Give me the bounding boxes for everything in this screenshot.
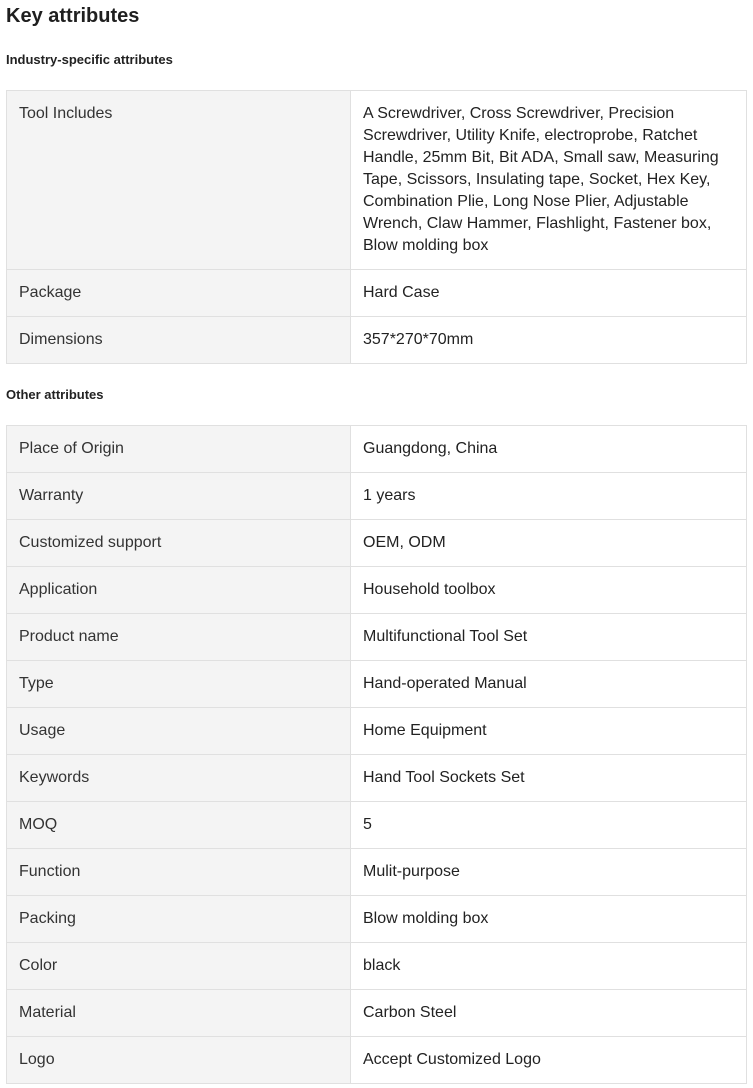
attribute-value: Mulit-purpose [351, 849, 747, 896]
attribute-row [7, 520, 747, 567]
attribute-key: Keywords [7, 755, 351, 802]
attribute-value: 1 years [351, 473, 747, 520]
attribute-key: Product name [7, 614, 351, 661]
attribute-row [7, 990, 747, 1037]
attribute-row [7, 91, 747, 270]
attribute-row [7, 755, 747, 802]
attribute-row [7, 426, 747, 473]
industry-attributes-table [6, 90, 747, 364]
attribute-row [7, 802, 747, 849]
attribute-value: Hand-operated Manual [351, 661, 747, 708]
attribute-key: Place of Origin [7, 426, 351, 473]
attribute-key: Packing [7, 896, 351, 943]
attribute-value: black [351, 943, 747, 990]
attribute-key: Application [7, 567, 351, 614]
attribute-row [7, 943, 747, 990]
attribute-value: 5 [351, 802, 747, 849]
attribute-value: Guangdong, China [351, 426, 747, 473]
attribute-value: Home Equipment [351, 708, 747, 755]
attribute-row [7, 661, 747, 708]
attribute-row [7, 567, 747, 614]
other-attributes-table [6, 425, 747, 1084]
attribute-key: Customized support [7, 520, 351, 567]
attribute-row [7, 1037, 747, 1084]
attribute-value: Carbon Steel [351, 990, 747, 1037]
attribute-row [7, 270, 747, 317]
attribute-value: A Screwdriver, Cross Screwdriver, Precision Screwdriver, Utility Knife, electroprobe, Ratchet Handle, 25mm Bit, Bit ADA, Small saw, Measuring Tape, Scissors, Insulating tape, Socket, Hex Key, Combination Plie, Long Nose Plier, Adjustable Wrench, Claw Hammer, Flashlight, Fastener box, Blow molding box [351, 91, 747, 270]
attribute-key: Usage [7, 708, 351, 755]
page-title: Key attributes [6, 5, 140, 27]
attribute-row [7, 473, 747, 520]
attribute-row [7, 317, 747, 364]
attribute-key: Material [7, 990, 351, 1037]
attribute-key: MOQ [7, 802, 351, 849]
attribute-row [7, 708, 747, 755]
attribute-value: Accept Customized Logo [351, 1037, 747, 1084]
attribute-value: Multifunctional Tool Set [351, 614, 747, 661]
attribute-key: Function [7, 849, 351, 896]
attribute-value: OEM, ODM [351, 520, 747, 567]
attribute-key: Color [7, 943, 351, 990]
attribute-key: Package [7, 270, 351, 317]
attribute-value: Hand Tool Sockets Set [351, 755, 747, 802]
other-attributes-title: Other attributes [6, 387, 104, 402]
attribute-key: Type [7, 661, 351, 708]
attribute-value: Household toolbox [351, 567, 747, 614]
attribute-value: Blow molding box [351, 896, 747, 943]
attribute-row [7, 614, 747, 661]
attribute-key: Dimensions [7, 317, 351, 364]
attribute-key: Tool Includes [7, 91, 351, 270]
attribute-key: Warranty [7, 473, 351, 520]
attribute-row [7, 849, 747, 896]
attribute-row [7, 896, 747, 943]
attribute-value: Hard Case [351, 270, 747, 317]
attribute-key: Logo [7, 1037, 351, 1084]
attribute-value: 357*270*70mm [351, 317, 747, 364]
industry-attributes-title: Industry-specific attributes [6, 52, 173, 67]
